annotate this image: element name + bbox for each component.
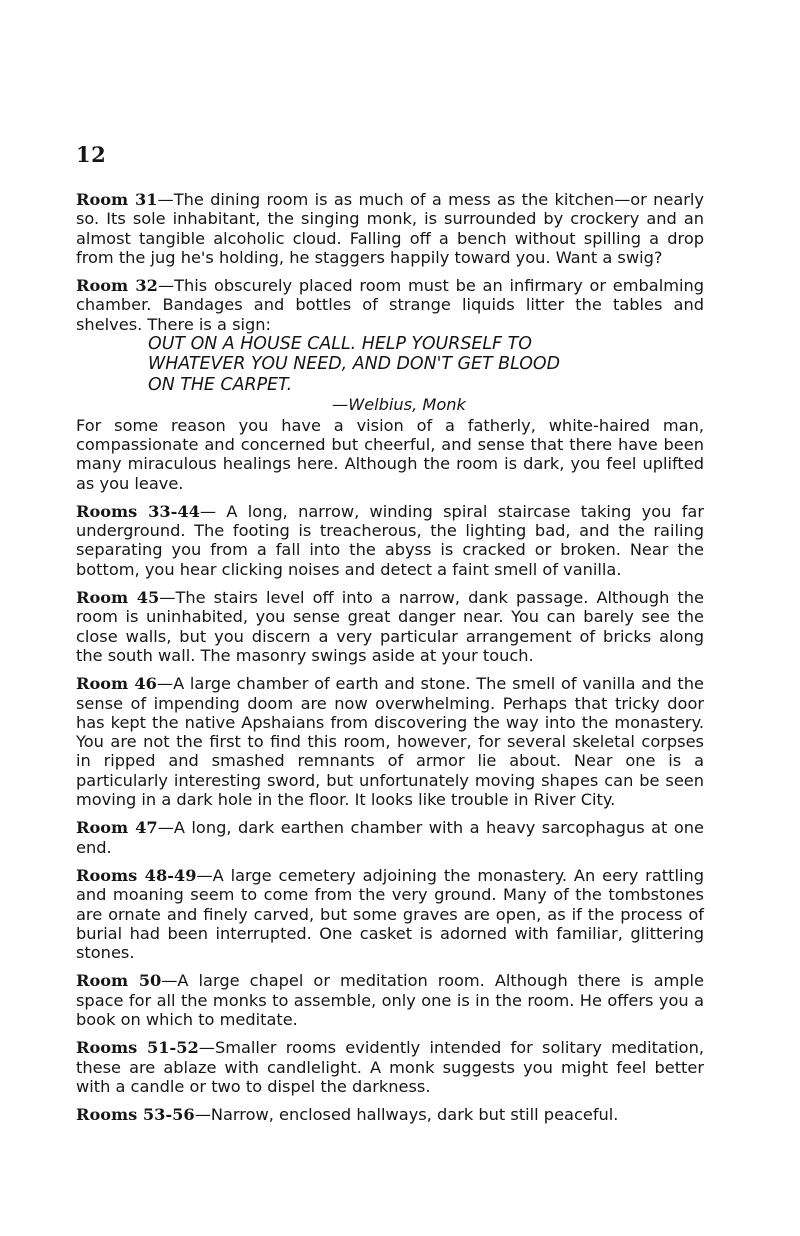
sign-signature: —Welbius, Monk xyxy=(332,395,466,415)
entry-room-47 xyxy=(76,818,704,857)
entry-rooms-53-56 xyxy=(76,1105,704,1124)
room-label: Rooms 51-52 xyxy=(76,1038,199,1058)
room-label: Room 47 xyxy=(76,818,158,838)
entry-room-46 xyxy=(76,674,704,809)
room-description: —Smaller rooms evidently intended for solitary meditation, these are ablaze with candlelight. A monk suggests you might feel better with a candle or two to dispel the darkness. xyxy=(76,1038,704,1096)
room-label: Room 46 xyxy=(76,674,157,694)
entry-room-45 xyxy=(76,588,704,665)
entry-rooms-51-52 xyxy=(76,1038,704,1096)
entry-rooms-33-44 xyxy=(76,502,704,579)
room-32-intro xyxy=(76,276,704,334)
room-label: Rooms 48-49 xyxy=(76,865,197,885)
room-description: —The dining room is as much of a mess as the kitchen—or nearly so. Its sole inhabitant, the singing monk, is surrounded by crockery and an almost tangible alcoholic cloud. Falling off a bench without spilling a drop from the jug he's holding, he staggers happily toward you. Want a swig? xyxy=(76,190,705,267)
entry-room-32 xyxy=(76,276,704,493)
room-label: Room 31 xyxy=(76,190,158,209)
room-label: Room 45 xyxy=(76,588,160,608)
sign-line: OUT ON A HOUSE CALL. HELP YOURSELF TO xyxy=(148,334,532,355)
entry-room-50 xyxy=(76,971,704,1029)
room-description: —A long, dark earthen chamber with a heavy sarcophagus at one end. xyxy=(76,818,705,857)
room-description: —A large chapel or meditation room. Although there is ample space for all the monks to assemble, only one is in the room. He offers you a book on which to meditate. xyxy=(76,971,705,1030)
room-label: Rooms 33-44 xyxy=(76,501,200,521)
sign-line: ON THE CARPET. xyxy=(148,374,293,395)
room-label: Room 50 xyxy=(76,971,162,991)
entry-room-31 xyxy=(76,190,704,267)
room-description: —This obscurely placed room must be an infirmary or embalming chamber. Bandages and bottles of strange liquids litter the tables and shelves. There is a sign: xyxy=(76,276,705,334)
room-description: —A large chamber of earth and stone. The smell of vanilla and the sense of impending doom are now overwhelming. Perhaps that tricky door has kept the native Apshaians from discovering the way into the monastery. You are not the first to find this room, however, for several skeletal corpses in ripped and smashed remnants of armor lie about. Near one is a particularly interesting sword, but unfortunately moving shapes can be seen moving in a dark hole in the floor. It looks like trouble in River City. xyxy=(76,674,704,810)
room-description: —Narrow, enclosed hallways, dark but still peaceful. xyxy=(194,1105,619,1125)
page-body xyxy=(76,190,704,1134)
entry-rooms-48-49 xyxy=(76,866,704,962)
sign-line: WHATEVER YOU NEED, AND DON'T GET BLOOD xyxy=(148,354,561,375)
room-description: —A large cemetery adjoining the monastery. An eery rattling and moaning seem to come from the very ground. Many of the tombstones are ornate and finely carved, but some graves are open, as if the process of burial had been interrupted. One casket is adorned with familiar, glittering stones. xyxy=(76,865,704,963)
room-label: Room 32 xyxy=(76,276,158,296)
room-description: —The stairs level off into a narrow, dank passage. Although the room is uninhabited, you sense great danger near. You can barely see the close walls, but you discern a very particular arrangement of bricks along the south wall. The masonry swings aside at your touch. xyxy=(76,588,704,665)
page-number: 12 xyxy=(76,142,107,167)
room-description: — A long, narrow, winding spiral staircase taking you far underground. The footing is treacherous, the lighting bad, and the railing separating you from a fall into the abyss is cracked or broken. Near the bottom, you hear clicking noises and detect a faint smell of vanilla. xyxy=(76,501,704,579)
sign-text xyxy=(76,334,704,416)
room-label: Rooms 53-56 xyxy=(76,1105,195,1125)
room-32-continued: For some reason you have a vision of a fatherly, white-haired man, compassionate and concerned but cheerful, and sense that there have been many miraculous healings here. Although the room is dark, you feel uplifted as you leave. xyxy=(76,415,704,493)
